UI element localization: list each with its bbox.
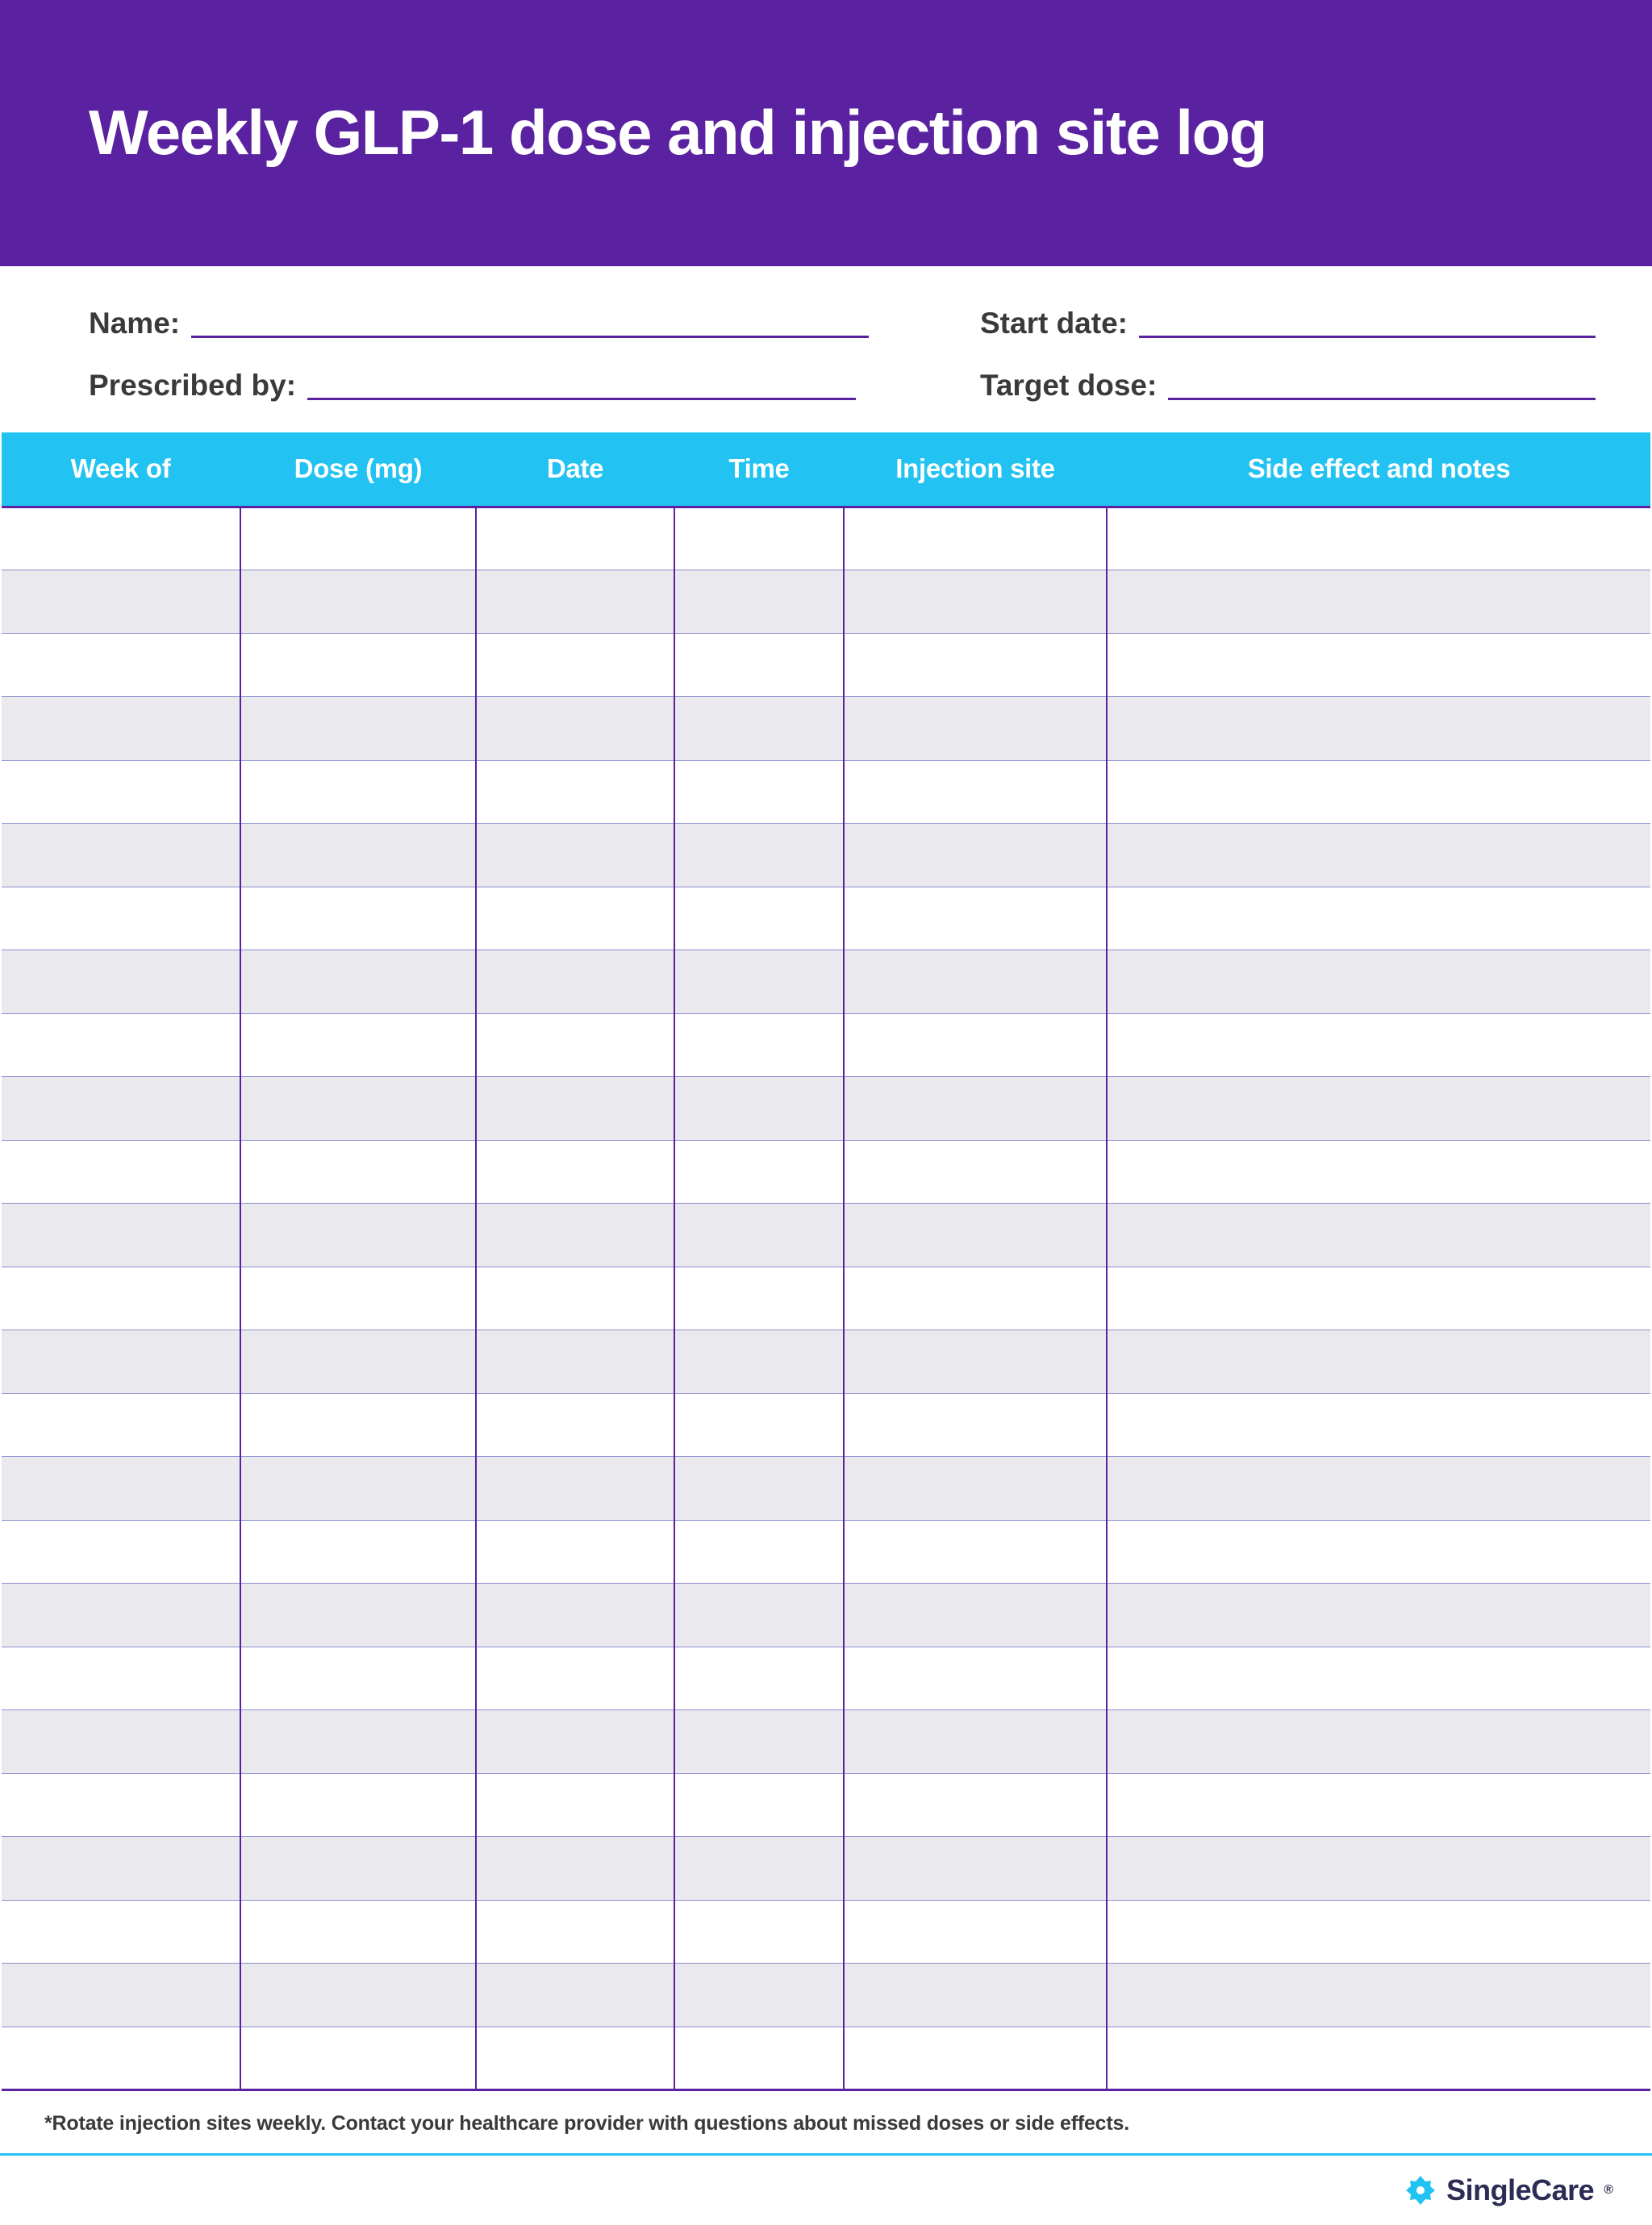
table-cell[interactable] <box>674 1710 844 1774</box>
table-cell[interactable] <box>240 1140 476 1204</box>
table-cell[interactable] <box>1107 1013 1650 1077</box>
column-header-dose: Dose (mg) <box>240 432 476 507</box>
prescribed-by-field-group[interactable] <box>89 370 980 400</box>
table-cell[interactable] <box>674 950 844 1014</box>
table-row <box>2 1457 1650 1521</box>
table-cell[interactable] <box>1107 570 1650 634</box>
table-row <box>2 1964 1650 2027</box>
table-cell[interactable] <box>1107 1077 1650 1141</box>
table-cell[interactable] <box>476 507 674 570</box>
table-cell[interactable] <box>1107 507 1650 570</box>
table-cell[interactable] <box>476 1584 674 1647</box>
table-cell[interactable] <box>240 1773 476 1837</box>
table-cell[interactable] <box>844 2027 1107 2090</box>
target-dose-field-input[interactable] <box>1168 392 1596 400</box>
table-cell[interactable] <box>674 1013 844 1077</box>
table-row <box>2 697 1650 761</box>
table-cell[interactable] <box>476 1204 674 1267</box>
table-row <box>2 887 1650 950</box>
table-cell[interactable] <box>844 1520 1107 1584</box>
form-fields <box>0 266 1652 400</box>
table-row <box>2 633 1650 697</box>
table-cell[interactable] <box>476 1837 674 1901</box>
table-cell[interactable] <box>1107 1584 1650 1647</box>
table-cell[interactable] <box>240 1837 476 1901</box>
column-header-week-of: Week of <box>2 432 240 507</box>
table-cell[interactable] <box>2 2027 240 2090</box>
table-cell[interactable] <box>1107 1393 1650 1457</box>
table-cell[interactable] <box>240 2027 476 2090</box>
table-row <box>2 1710 1650 1774</box>
table-cell[interactable] <box>674 2027 844 2090</box>
table-cell[interactable] <box>2 1837 240 1901</box>
prescribed-by-field-input[interactable] <box>307 392 856 400</box>
table-cell[interactable] <box>844 570 1107 634</box>
table-cell[interactable] <box>2 1393 240 1457</box>
singlecare-cross-icon <box>1404 2174 1437 2206</box>
table-cell[interactable] <box>240 633 476 697</box>
table-cell[interactable] <box>1107 1204 1650 1267</box>
table-row <box>2 1330 1650 1394</box>
table-cell[interactable] <box>2 1647 240 1710</box>
table-cell[interactable] <box>2 1710 240 1774</box>
table-cell[interactable] <box>674 1647 844 1710</box>
table-cell[interactable] <box>674 1140 844 1204</box>
table-cell[interactable] <box>674 1393 844 1457</box>
table-cell[interactable] <box>476 760 674 824</box>
table-cell[interactable] <box>674 507 844 570</box>
table-cell[interactable] <box>674 1077 844 1141</box>
table-cell[interactable] <box>2 760 240 824</box>
table-cell[interactable] <box>1107 887 1650 950</box>
table-cell[interactable] <box>240 1457 476 1521</box>
table-cell[interactable] <box>240 1267 476 1330</box>
table-cell[interactable] <box>1107 760 1650 824</box>
table-cell[interactable] <box>240 1393 476 1457</box>
log-table-head <box>2 432 1650 507</box>
log-table-body <box>2 507 1650 2090</box>
table-cell[interactable] <box>476 1330 674 1394</box>
table-cell[interactable] <box>240 1330 476 1394</box>
singlecare-wordmark: SingleCare <box>1446 2173 1595 2206</box>
table-cell[interactable] <box>844 1710 1107 1774</box>
table-cell[interactable] <box>844 633 1107 697</box>
name-field-label: Name: <box>89 307 181 340</box>
table-cell[interactable] <box>1107 2027 1650 2090</box>
table-cell[interactable] <box>844 1837 1107 1901</box>
table-row <box>2 1520 1650 1584</box>
column-header-side-effect-notes: Side effect and notes <box>1107 432 1650 507</box>
table-row <box>2 760 1650 824</box>
start-date-field-group[interactable] <box>980 308 1636 338</box>
table-cell[interactable] <box>240 1647 476 1710</box>
table-cell[interactable] <box>476 1773 674 1837</box>
table-cell[interactable] <box>240 760 476 824</box>
registered-mark: ® <box>1604 2183 1613 2197</box>
table-cell[interactable] <box>2 1077 240 1141</box>
table-cell[interactable] <box>240 824 476 887</box>
table-cell[interactable] <box>674 1837 844 1901</box>
table-cell[interactable] <box>2 633 240 697</box>
table-cell[interactable] <box>2 1457 240 1521</box>
table-cell[interactable] <box>476 1267 674 1330</box>
table-cell[interactable] <box>476 950 674 1014</box>
table-cell[interactable] <box>476 633 674 697</box>
table-cell[interactable] <box>844 1267 1107 1330</box>
table-cell[interactable] <box>240 1013 476 1077</box>
table-cell[interactable] <box>2 1520 240 1584</box>
table-cell[interactable] <box>2 824 240 887</box>
table-cell[interactable] <box>1107 633 1650 697</box>
table-cell[interactable] <box>476 887 674 950</box>
table-cell[interactable] <box>844 1330 1107 1394</box>
table-cell[interactable] <box>674 1900 844 1964</box>
table-row <box>2 950 1650 1014</box>
log-table <box>2 432 1650 2091</box>
table-cell[interactable] <box>2 1204 240 1267</box>
table-cell[interactable] <box>844 887 1107 950</box>
form-row-1 <box>89 308 1636 338</box>
table-cell[interactable] <box>2 1013 240 1077</box>
table-cell[interactable] <box>476 1393 674 1457</box>
table-cell[interactable] <box>240 950 476 1014</box>
table-cell[interactable] <box>476 1077 674 1141</box>
table-cell[interactable] <box>1107 1710 1650 1774</box>
table-cell[interactable] <box>674 760 844 824</box>
table-cell[interactable] <box>240 1520 476 1584</box>
table-cell[interactable] <box>1107 1140 1650 1204</box>
table-cell[interactable] <box>240 1900 476 1964</box>
table-cell[interactable] <box>240 1584 476 1647</box>
page-title: Weekly GLP-1 dose and injection site log <box>89 97 1266 169</box>
branding-row <box>0 2156 1652 2225</box>
table-row <box>2 1140 1650 1204</box>
log-table-container <box>0 432 1652 2091</box>
table-row <box>2 1204 1650 1267</box>
table-cell[interactable] <box>674 887 844 950</box>
table-cell[interactable] <box>674 1330 844 1394</box>
table-cell[interactable] <box>476 697 674 761</box>
table-cell[interactable] <box>1107 1330 1650 1394</box>
form-row-2 <box>89 370 1636 400</box>
column-header-date: Date <box>476 432 674 507</box>
table-cell[interactable] <box>240 1077 476 1141</box>
table-cell[interactable] <box>674 1964 844 2027</box>
table-cell[interactable] <box>844 760 1107 824</box>
table-cell[interactable] <box>844 1013 1107 1077</box>
name-field-input[interactable] <box>191 330 869 338</box>
table-row <box>2 1837 1650 1901</box>
table-row <box>2 1267 1650 1330</box>
table-cell[interactable] <box>2 887 240 950</box>
table-cell[interactable] <box>674 1584 844 1647</box>
table-cell[interactable] <box>1107 824 1650 887</box>
table-cell[interactable] <box>2 1330 240 1394</box>
table-cell[interactable] <box>476 1710 674 1774</box>
table-cell[interactable] <box>1107 1267 1650 1330</box>
table-row <box>2 1900 1650 1964</box>
table-header-row <box>2 432 1650 507</box>
table-cell[interactable] <box>844 1647 1107 1710</box>
table-cell[interactable] <box>844 950 1107 1014</box>
table-cell[interactable] <box>674 824 844 887</box>
table-row <box>2 1584 1650 1647</box>
table-cell[interactable] <box>476 1457 674 1521</box>
table-cell[interactable] <box>476 2027 674 2090</box>
table-cell[interactable] <box>1107 1773 1650 1837</box>
table-cell[interactable] <box>240 570 476 634</box>
table-cell[interactable] <box>240 1964 476 2027</box>
table-cell[interactable] <box>844 1584 1107 1647</box>
table-cell[interactable] <box>2 570 240 634</box>
table-cell[interactable] <box>844 824 1107 887</box>
table-row <box>2 1393 1650 1457</box>
table-cell[interactable] <box>2 1773 240 1837</box>
table-row <box>2 1013 1650 1077</box>
table-row <box>2 507 1650 570</box>
table-cell[interactable] <box>674 697 844 761</box>
table-cell[interactable] <box>2 950 240 1014</box>
table-cell[interactable] <box>476 1140 674 1204</box>
column-header-injection-site: Injection site <box>844 432 1107 507</box>
table-cell[interactable] <box>674 570 844 634</box>
table-cell[interactable] <box>674 1773 844 1837</box>
table-cell[interactable] <box>1107 1900 1650 1964</box>
target-dose-field-group[interactable] <box>980 370 1636 400</box>
table-cell[interactable] <box>844 1457 1107 1521</box>
table-cell[interactable] <box>844 1204 1107 1267</box>
table-cell[interactable] <box>1107 697 1650 761</box>
table-cell[interactable] <box>2 507 240 570</box>
table-cell[interactable] <box>674 1520 844 1584</box>
table-cell[interactable] <box>476 824 674 887</box>
footnote: *Rotate injection sites weekly. Contact your healthcare provider with questions about missed doses or side effects. <box>44 2112 1129 2135</box>
table-row <box>2 570 1650 634</box>
table-cell[interactable] <box>2 1964 240 2027</box>
table-cell[interactable] <box>1107 1964 1650 2027</box>
table-cell[interactable] <box>674 1204 844 1267</box>
table-cell[interactable] <box>1107 1520 1650 1584</box>
table-cell[interactable] <box>1107 1647 1650 1710</box>
table-cell[interactable] <box>240 1710 476 1774</box>
table-cell[interactable] <box>240 1204 476 1267</box>
table-cell[interactable] <box>240 697 476 761</box>
table-cell[interactable] <box>844 1140 1107 1204</box>
table-cell[interactable] <box>2 1267 240 1330</box>
table-row <box>2 824 1650 887</box>
table-cell[interactable] <box>2 1900 240 1964</box>
table-cell[interactable] <box>844 1077 1107 1141</box>
page-header <box>0 0 1652 266</box>
table-cell[interactable] <box>1107 950 1650 1014</box>
start-date-field-label: Start date: <box>980 307 1128 340</box>
table-cell[interactable] <box>476 1013 674 1077</box>
table-row <box>2 1647 1650 1710</box>
table-cell[interactable] <box>2 1140 240 1204</box>
table-cell[interactable] <box>674 633 844 697</box>
table-cell[interactable] <box>476 1964 674 2027</box>
table-cell[interactable] <box>844 697 1107 761</box>
target-dose-field-label: Target dose: <box>980 369 1158 402</box>
table-cell[interactable] <box>476 1520 674 1584</box>
table-row <box>2 1077 1650 1141</box>
prescribed-by-field-label: Prescribed by: <box>89 369 297 402</box>
table-cell[interactable] <box>674 1457 844 1521</box>
table-cell[interactable] <box>844 1393 1107 1457</box>
table-cell[interactable] <box>1107 1837 1650 1901</box>
table-cell[interactable] <box>240 887 476 950</box>
table-cell[interactable] <box>844 1900 1107 1964</box>
table-cell[interactable] <box>844 1773 1107 1837</box>
name-field-group[interactable] <box>89 308 980 338</box>
table-cell[interactable] <box>1107 1457 1650 1521</box>
table-row <box>2 1773 1650 1837</box>
table-row <box>2 2027 1650 2090</box>
start-date-field-input[interactable] <box>1139 330 1596 338</box>
table-cell[interactable] <box>2 697 240 761</box>
table-cell[interactable] <box>240 507 476 570</box>
table-cell[interactable] <box>476 570 674 634</box>
table-cell[interactable] <box>844 1964 1107 2027</box>
singlecare-logo[interactable] <box>1404 2173 1613 2207</box>
table-cell[interactable] <box>476 1900 674 1964</box>
column-header-time: Time <box>674 432 844 507</box>
table-cell[interactable] <box>674 1267 844 1330</box>
table-cell[interactable] <box>2 1584 240 1647</box>
table-cell[interactable] <box>476 1647 674 1710</box>
table-cell[interactable] <box>844 507 1107 570</box>
